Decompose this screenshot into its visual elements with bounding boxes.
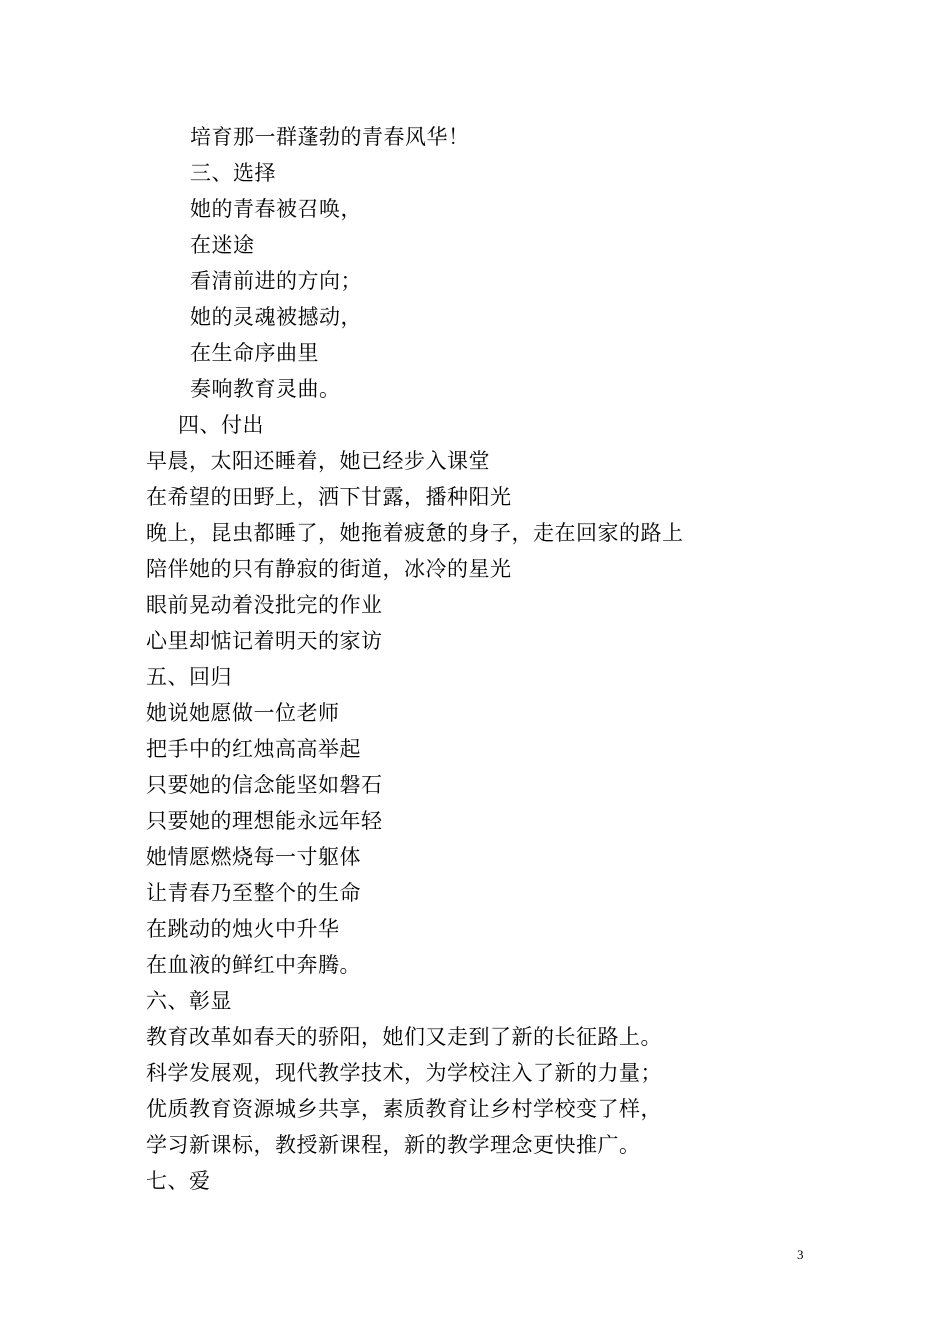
poem-line: 她情愿燃烧每一寸躯体 [146, 845, 361, 869]
poem-line: 在血液的鲜红中奔腾。 [146, 953, 361, 977]
section-heading-love: 七、爱 [146, 1169, 211, 1193]
poem-body [0, 119, 950, 1199]
poem-line: 优质教育资源城乡共享，素质教育让乡村学校变了样， [146, 1097, 662, 1121]
poem-line: 在跳动的烛火中升华 [146, 917, 340, 941]
section-heading-display: 六、彰显 [146, 989, 232, 1013]
section-heading-choice: 三、选择 [190, 161, 276, 185]
poem-line: 只要她的理想能永远年轻 [146, 809, 383, 833]
poem-line: 在生命序曲里 [190, 341, 319, 365]
poem-line: 让青春乃至整个的生命 [146, 881, 361, 905]
section-heading-return: 五、回归 [146, 665, 232, 689]
poem-line: 把手中的红烛高高举起 [146, 737, 361, 761]
poem-line: 学习新课标，教授新课程，新的教学理念更快推广。 [146, 1133, 641, 1157]
poem-line: 看清前进的方向； [190, 269, 362, 293]
poem-line: 早晨，太阳还睡着，她已经步入课堂 [146, 449, 490, 473]
poem-line: 在希望的田野上，洒下甘露，播种阳光 [146, 485, 512, 509]
page-number: 3 [797, 1247, 804, 1262]
poem-line: 教育改革如春天的骄阳，她们又走到了新的长征路上。 [146, 1025, 662, 1049]
poem-line: 她的青春被召唤， [190, 197, 362, 221]
poem-line: 心里却惦记着明天的家访 [146, 629, 383, 653]
poem-line: 陪伴她的只有静寂的街道，冰冷的星光 [146, 557, 512, 581]
poem-line: 奏响教育灵曲。 [190, 377, 341, 401]
poem-line: 在迷途 [190, 233, 255, 257]
poem-line: 她的灵魂被撼动， [190, 305, 362, 329]
poem-line: 科学发展观，现代教学技术，为学校注入了新的力量； [146, 1061, 662, 1085]
poem-line: 眼前晃动着没批完的作业 [146, 593, 383, 617]
section-heading-giving: 四、付出 [178, 413, 264, 437]
poem-line: 晚上，昆虫都睡了，她拖着疲惫的身子，走在回家的路上 [146, 521, 684, 545]
poem-line: 只要她的信念能坚如磐石 [146, 773, 383, 797]
poem-line: 培育那一群蓬勃的青春风华！ [190, 125, 470, 149]
poem-line: 她说她愿做一位老师 [146, 701, 340, 725]
